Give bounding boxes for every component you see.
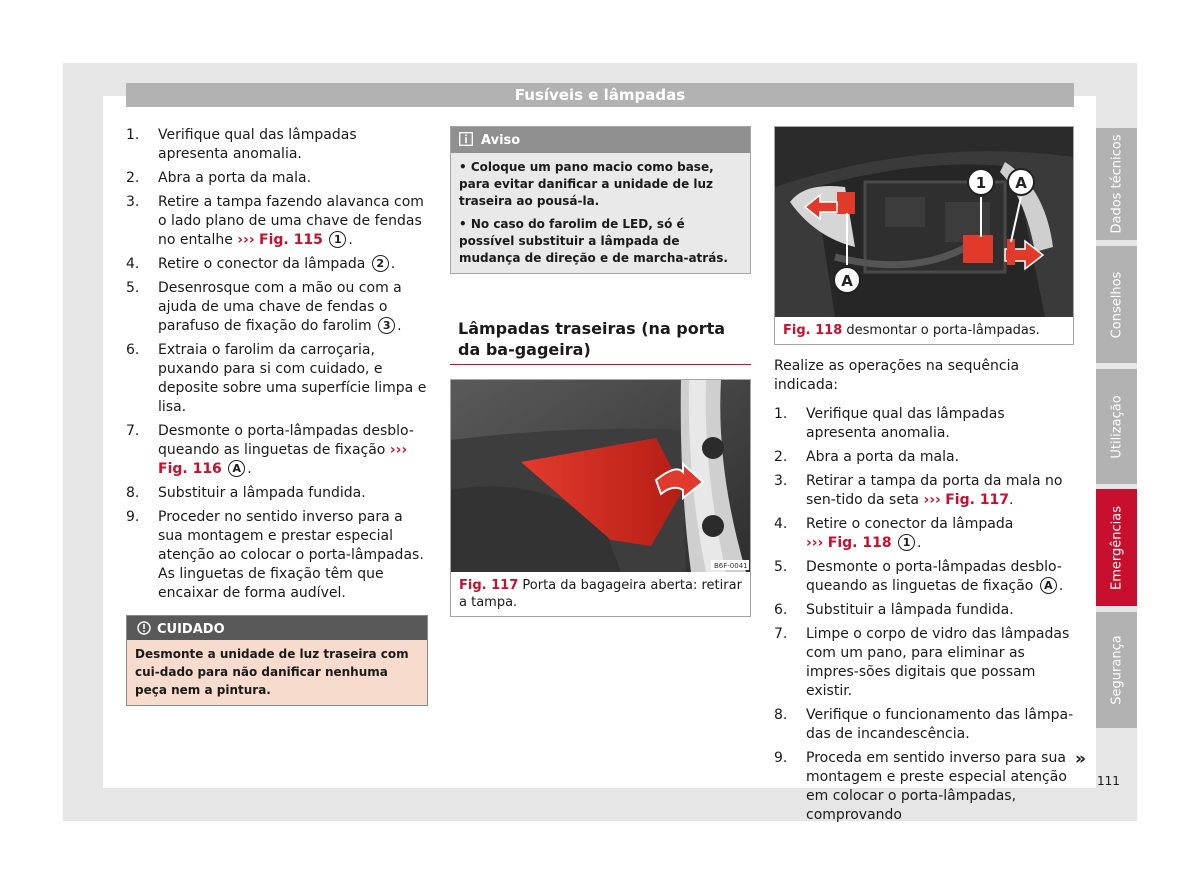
step-number: 2. [126, 170, 140, 186]
figure-link[interactable]: Fig. 118 [827, 535, 892, 551]
callout-circle: 2 [372, 255, 389, 272]
step-number: 5. [774, 559, 788, 575]
figure-118 [774, 126, 1074, 345]
caution-body: Desmonte a unidade de luz traseira com cui-dado para não danificar nenhuma peça nem a pintura. [127, 640, 427, 705]
figure-117-caption [451, 572, 750, 616]
figure-117-label: Fig. 117 [459, 578, 519, 593]
figure-link[interactable]: Fig. 117 [945, 492, 1010, 508]
callout-circle: A [228, 460, 245, 477]
step-text: Retire o conector da lâmpada [158, 256, 366, 272]
step-number: 7. [126, 423, 140, 439]
callout-circle: 1 [329, 231, 346, 248]
notice-box [450, 126, 751, 274]
list-item [126, 341, 428, 417]
list-item [126, 193, 428, 250]
step-text: Desmonte o porta-lâmpadas desblo-queando as linguetas de fixação [806, 559, 1062, 594]
column-right [774, 126, 1074, 830]
step-tail: . [397, 318, 402, 334]
notice-body [451, 153, 750, 273]
step-number: 1. [774, 406, 788, 422]
step-number: 1. [126, 127, 140, 143]
figure-118-caption [775, 317, 1073, 344]
step-text: Substituir a lâmpada fundida. [158, 485, 366, 501]
step-text: Desenrosque com a mão ou com a ajuda de uma chave de fendas o parafuso de fixação do farolim [158, 280, 402, 334]
step-number: 8. [774, 707, 788, 723]
list-item [126, 255, 428, 274]
tab-seguranca[interactable] [1096, 612, 1137, 728]
step-number: 9. [126, 509, 140, 525]
notice-item: • Coloque um pano macio como base, para evitar danificar a unidade de luz traseira ao pousá-la. [459, 160, 714, 208]
ref-marker: ››› [389, 442, 408, 458]
list-item [774, 706, 1074, 744]
list-item [774, 601, 1074, 620]
tab-label: Dados técnicos [1109, 134, 1124, 234]
callout-1: 1 [975, 174, 987, 192]
step-text: Limpe o corpo de vidro das lâmpadas com um pano, para eliminar as impres-sões digitais que possam existir. [806, 626, 1070, 699]
figure-117 [450, 379, 751, 617]
list-item [126, 422, 428, 479]
list-item [774, 405, 1074, 443]
caution-header [127, 616, 427, 640]
page-number: 111 [1097, 774, 1120, 788]
figure-118-caption-text: desmontar o porta-lâmpadas. [846, 323, 1040, 338]
list-item [774, 448, 1074, 467]
tab-label: Emergências [1109, 505, 1124, 590]
intro-text: Realize as operações na sequência indicada: [774, 358, 1020, 393]
notice-title: Aviso [481, 133, 521, 148]
list-item [126, 508, 428, 603]
steps-list-right [774, 405, 1074, 825]
step-text: Verifique qual das lâmpadas apresenta anomalia. [806, 406, 1005, 441]
step-text: Proceda em sentido inverso para sua montagem e preste especial atenção em colocar o porta-lâmpadas, comprovando [806, 750, 1067, 823]
tab-label: Segurança [1109, 635, 1124, 705]
page-header: Fusíveis e lâmpadas [126, 83, 1074, 107]
step-text: Verifique o funcionamento das lâmpa-das de incandescência. [806, 707, 1074, 742]
tab-dados-tecnicos[interactable] [1096, 128, 1137, 240]
step-text: Retire a tampa fazendo alavanca com o lado plano de uma chave de fendas no entalhe [158, 194, 424, 248]
step-tail: . [247, 461, 252, 477]
ref-marker: ››› [923, 492, 941, 508]
list-item [126, 484, 428, 503]
step-number: 8. [126, 485, 140, 501]
list-item [774, 625, 1074, 701]
step-number: 9. [774, 750, 788, 766]
step-number: 4. [774, 516, 788, 532]
section-title: Lâmpadas traseiras (na porta da ba-gageira) [450, 318, 751, 365]
figure-link[interactable]: Fig. 115 [259, 232, 323, 248]
column-middle [450, 126, 751, 617]
list-item [126, 169, 428, 188]
exclamation-circle-icon [137, 621, 151, 635]
list-item [126, 279, 428, 336]
step-text: Retire o conector da lâmpada [806, 516, 1014, 532]
step-number: 3. [774, 473, 788, 489]
notice-header [451, 127, 750, 153]
notice-item: • No caso do farolim de LED, só é possível substituir a lâmpada de mudança de direção e de marcha-atrás. [459, 217, 728, 265]
step-number: 2. [774, 449, 788, 465]
steps-list-left [126, 126, 428, 603]
tab-label: Conselhos [1109, 271, 1124, 338]
step-tail: . [917, 535, 922, 551]
column-left [126, 126, 428, 706]
ref-marker: ››› [237, 232, 255, 248]
callout-circle: 1 [898, 534, 915, 551]
step-tail: . [1009, 492, 1014, 508]
info-icon [459, 132, 473, 146]
tab-emergencias[interactable] [1096, 489, 1137, 606]
tab-label: Utilização [1109, 394, 1124, 459]
figure-link[interactable]: Fig. 116 [158, 461, 222, 477]
callout-circle: 3 [378, 317, 395, 334]
step-text: Extraia o farolim da carroçaria, puxando para si com cuidado, e deposite sobre uma superfície limpa e lisa. [158, 342, 427, 415]
tab-utilizacao[interactable] [1096, 369, 1137, 484]
callout-circle: A [1040, 577, 1057, 594]
figure-117-image [451, 380, 750, 572]
step-text: Retirar a tampa da porta da mala no sen-tido da seta [806, 473, 1063, 508]
step-number: 5. [126, 280, 140, 296]
step-number: 7. [774, 626, 788, 642]
step-tail: . [348, 232, 353, 248]
step-tail: . [390, 256, 396, 272]
caution-box [126, 615, 428, 706]
caution-title: CUIDADO [157, 622, 225, 637]
step-text: Substituir a lâmpada fundida. [806, 602, 1014, 618]
step-tail: . [1058, 578, 1064, 594]
callout-a: A [841, 272, 853, 290]
list-item [774, 515, 1074, 553]
step-number: 6. [126, 342, 140, 358]
step-number: 6. [774, 602, 788, 618]
step-text: Abra a porta da mala. [158, 170, 312, 186]
list-item [774, 749, 1074, 825]
figure-117-caption-text: Porta da bagageira aberta: retirar a tampa. [459, 578, 742, 610]
figure-118-label: Fig. 118 [783, 323, 843, 338]
figure-117-code: B6F-0041 [714, 562, 748, 570]
list-item [126, 126, 428, 164]
step-text: Desmonte o porta-lâmpadas desblo-queando as linguetas de fixação [158, 423, 414, 458]
list-item [774, 558, 1074, 596]
step-text: Proceder no sentido inverso para a sua montagem e prestar especial atenção ao colocar o porta-lâmpadas. As linguetas de fixação têm que encaixar de forma audível. [158, 509, 424, 601]
step-text: Abra a porta da mala. [806, 449, 960, 465]
continue-marker: » [1075, 749, 1086, 769]
tab-conselhos[interactable] [1096, 246, 1137, 363]
step-text: Verifique qual das lâmpadas apresenta anomalia. [158, 127, 357, 162]
figure-118-image [775, 127, 1073, 317]
callout-a: A [1015, 174, 1027, 192]
list-item [774, 472, 1074, 510]
step-number: 4. [126, 256, 140, 272]
step-number: 3. [126, 194, 140, 210]
ref-marker: ››› [806, 535, 824, 551]
